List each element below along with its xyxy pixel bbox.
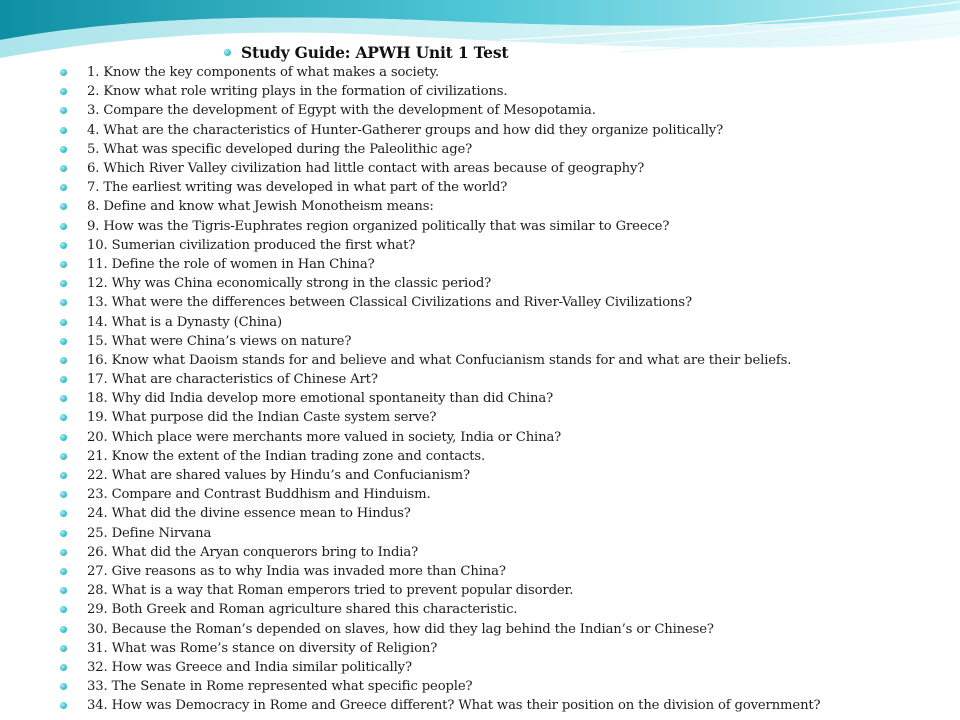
bullet-icon bbox=[60, 664, 67, 671]
list-item-text: 20. Which place were merchants more valued in society, India or China? bbox=[87, 429, 562, 445]
list-item bbox=[58, 217, 948, 236]
list-item bbox=[58, 293, 948, 312]
list-item-text: 25. Define Nirvana bbox=[87, 525, 212, 541]
bullet-icon bbox=[60, 88, 67, 95]
bullet-icon bbox=[60, 549, 67, 556]
list-item-text: 1. Know the key components of what makes a society. bbox=[87, 65, 440, 81]
list-item-text: 22. What are shared values by Hindu’s and Confucianism? bbox=[87, 468, 470, 484]
list-item bbox=[58, 140, 948, 159]
list-item-text: 9. How was the Tigris-Euphrates region organized politically that was similar to Greece? bbox=[87, 218, 670, 234]
list-item-text: 26. What did the Aryan conquerors bring to India? bbox=[87, 544, 419, 560]
list-item-text: 24. What did the divine essence mean to Hindus? bbox=[87, 506, 411, 522]
bullet-icon bbox=[60, 107, 67, 114]
list-item-text: 21. Know the extent of the Indian trading zone and contacts. bbox=[87, 448, 486, 464]
list-item bbox=[58, 658, 948, 677]
list-item-text: 4. What are the characteristics of Hunter-Gatherer groups and how did they organize politically? bbox=[87, 122, 723, 138]
list-item-text: 29. Both Greek and Roman agriculture shared this characteristic. bbox=[87, 602, 518, 618]
list-item-text: 27. Give reasons as to why India was invaded more than China? bbox=[87, 563, 506, 579]
bullet-icon bbox=[60, 414, 67, 421]
bullet-icon bbox=[224, 49, 231, 56]
bullet-icon bbox=[60, 530, 67, 537]
bullet-icon bbox=[60, 203, 67, 210]
list-item bbox=[58, 332, 948, 351]
list-item bbox=[58, 504, 948, 523]
list-item-text: 7. The earliest writing was developed in what part of the world? bbox=[87, 180, 508, 196]
bullet-icon bbox=[60, 472, 67, 479]
list-item-text: 30. Because the Roman’s depended on slaves, how did they lag behind the Indian’s or Chinese? bbox=[87, 621, 714, 637]
bullet-icon bbox=[60, 491, 67, 498]
list-item-text: 15. What were China’s views on nature? bbox=[87, 333, 352, 349]
list-item bbox=[58, 197, 948, 216]
list-item-text: 11. Define the role of women in Han China? bbox=[87, 256, 375, 272]
list-item bbox=[58, 255, 948, 274]
list-item bbox=[58, 351, 948, 370]
list-item bbox=[58, 581, 948, 600]
bullet-icon bbox=[60, 165, 67, 172]
bullet-icon bbox=[60, 606, 67, 613]
bullet-icon bbox=[60, 395, 67, 402]
list-item bbox=[58, 524, 948, 543]
list-item bbox=[58, 121, 948, 140]
list-item-text: 5. What was specific developed during the Paleolithic age? bbox=[87, 141, 473, 157]
bullet-icon bbox=[60, 510, 67, 517]
list-item bbox=[58, 274, 948, 293]
list-item bbox=[58, 101, 948, 120]
bullet-icon bbox=[60, 434, 67, 441]
bullet-icon bbox=[60, 338, 67, 345]
bullet-icon bbox=[60, 683, 67, 690]
bullet-icon bbox=[60, 261, 67, 268]
list-item-text: 19. What purpose did the Indian Caste system serve? bbox=[87, 410, 437, 426]
list-item-text: 28. What is a way that Roman emperors tried to prevent popular disorder. bbox=[87, 583, 574, 599]
list-item-text: 34. How was Democracy in Rome and Greece different? What was their position on the division of government? bbox=[87, 698, 821, 714]
list-item bbox=[58, 178, 948, 197]
list-item bbox=[58, 236, 948, 255]
bullet-icon bbox=[60, 702, 67, 709]
slide-title: Study Guide: APWH Unit 1 Test bbox=[241, 42, 509, 62]
list-item bbox=[58, 447, 948, 466]
list-item-text: 33. The Senate in Rome represented what specific people? bbox=[87, 679, 473, 695]
bullet-icon bbox=[60, 319, 67, 326]
bullet-icon bbox=[60, 299, 67, 306]
list-item-text: 23. Compare and Contrast Buddhism and Hinduism. bbox=[87, 487, 431, 503]
bullet-icon bbox=[60, 587, 67, 594]
list-item-text: 10. Sumerian civilization produced the first what? bbox=[87, 237, 416, 253]
list-item bbox=[58, 639, 948, 658]
bullet-icon bbox=[60, 453, 67, 460]
list-item bbox=[58, 485, 948, 504]
list-item bbox=[58, 677, 948, 696]
list-item bbox=[58, 600, 948, 619]
bullet-icon bbox=[60, 376, 67, 383]
bullet-icon bbox=[60, 626, 67, 633]
list-item-text: 12. Why was China economically strong in the classic period? bbox=[87, 276, 492, 292]
list-item bbox=[58, 619, 948, 638]
bullet-icon bbox=[60, 645, 67, 652]
list-item-text: 6. Which River Valley civilization had little contact with areas because of geography? bbox=[87, 161, 645, 177]
list-item-text: 2. Know what role writing plays in the formation of civilizations. bbox=[87, 84, 508, 100]
list-item bbox=[58, 696, 948, 715]
list-item bbox=[58, 82, 948, 101]
list-item-text: 3. Compare the development of Egypt with the development of Mesopotamia. bbox=[87, 103, 596, 119]
bullet-icon bbox=[60, 242, 67, 249]
list-item bbox=[58, 562, 948, 581]
list-item-text: 18. Why did India develop more emotional spontaneity than did China? bbox=[87, 391, 553, 407]
list-item bbox=[58, 543, 948, 562]
bullet-icon bbox=[60, 127, 67, 134]
list-item bbox=[58, 159, 948, 178]
bullet-icon bbox=[60, 357, 67, 364]
list-item bbox=[58, 312, 948, 331]
list-item bbox=[58, 63, 948, 82]
list-item-text: 8. Define and know what Jewish Monotheism means: bbox=[87, 199, 434, 215]
list-item-text: 31. What was Rome’s stance on diversity of Religion? bbox=[87, 640, 438, 656]
list-item-text: 16. Know what Daoism stands for and believe and what Confucianism stands for and what are their beliefs. bbox=[87, 352, 792, 368]
list-item bbox=[58, 370, 948, 389]
bullet-icon bbox=[60, 280, 67, 287]
list-item bbox=[58, 466, 948, 485]
bullet-icon bbox=[60, 69, 67, 76]
study-question-list bbox=[58, 63, 948, 715]
list-item-text: 32. How was Greece and India similar politically? bbox=[87, 659, 412, 675]
bullet-icon bbox=[60, 146, 67, 153]
list-item-text: 13. What were the differences between Classical Civilizations and River-Valley Civilizations? bbox=[87, 295, 692, 311]
list-item-text: 17. What are characteristics of Chinese Art? bbox=[87, 372, 378, 388]
list-item bbox=[58, 408, 948, 427]
title-row bbox=[222, 42, 508, 62]
bullet-icon bbox=[60, 568, 67, 575]
list-item bbox=[58, 389, 948, 408]
list-item-text: 14. What is a Dynasty (China) bbox=[87, 314, 282, 330]
bullet-icon bbox=[60, 184, 67, 191]
list-item bbox=[58, 428, 948, 447]
bullet-icon bbox=[60, 223, 67, 230]
